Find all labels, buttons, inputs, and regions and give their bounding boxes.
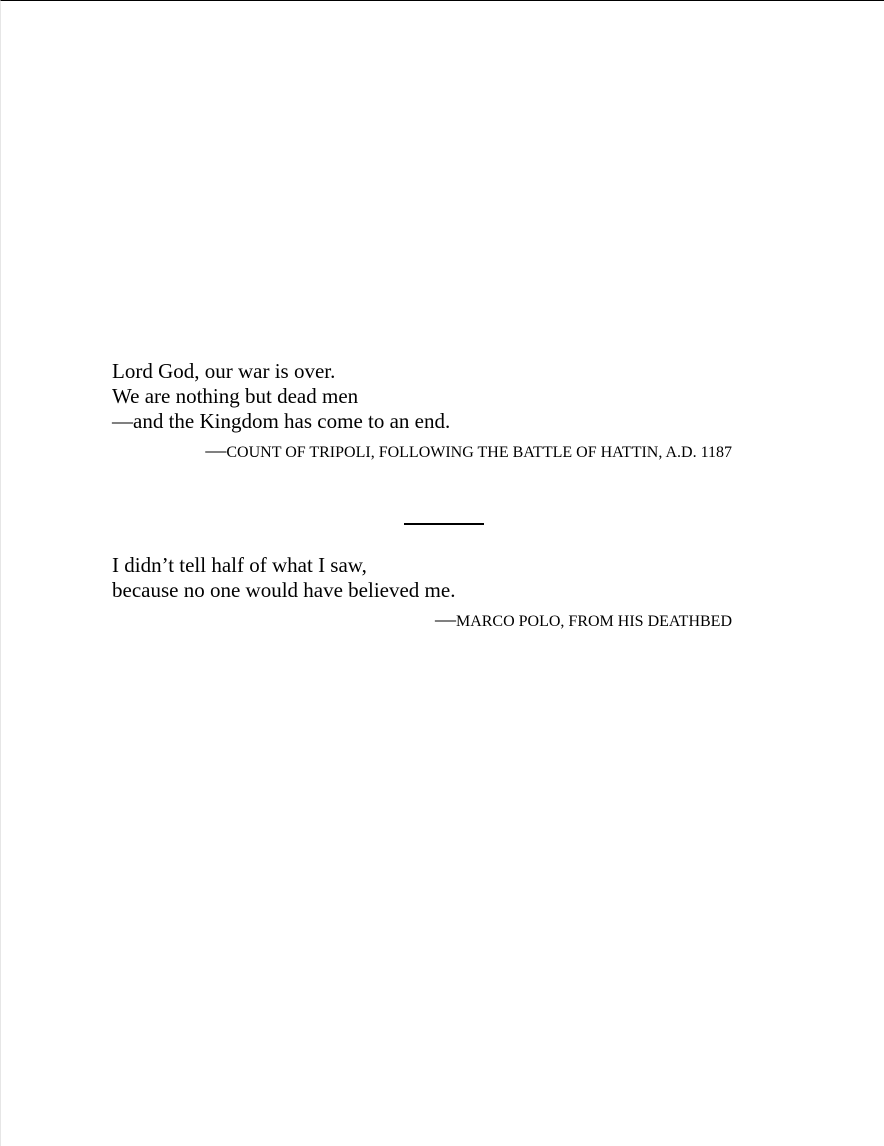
- attribution-text: COUNT OF TRIPOLI, FOLLOWING THE BATTLE OF HATTIN, A.D. 1187: [226, 444, 732, 461]
- quote-line: because no one would have believed me.: [112, 578, 456, 602]
- attribution-marco-polo: [112, 609, 732, 632]
- epigraph-marco-polo: [112, 553, 732, 632]
- attribution-text: MARCO POLO, FROM HIS DEATHBED: [455, 613, 732, 630]
- attribution-dash: —: [205, 438, 227, 462]
- section-separator-rule: [404, 523, 484, 525]
- quote-line: We are nothing but dead men: [112, 384, 359, 408]
- quote-line: Lord God, our war is over.: [112, 359, 336, 383]
- attribution-count-of-tripoli: [112, 440, 732, 463]
- quote-line: I didn’t tell half of what I saw,: [112, 553, 367, 577]
- quote-line: —and the Kingdom has come to an end.: [112, 409, 451, 433]
- epigraph-hattin: [112, 359, 732, 463]
- attribution-dash: —: [434, 607, 456, 631]
